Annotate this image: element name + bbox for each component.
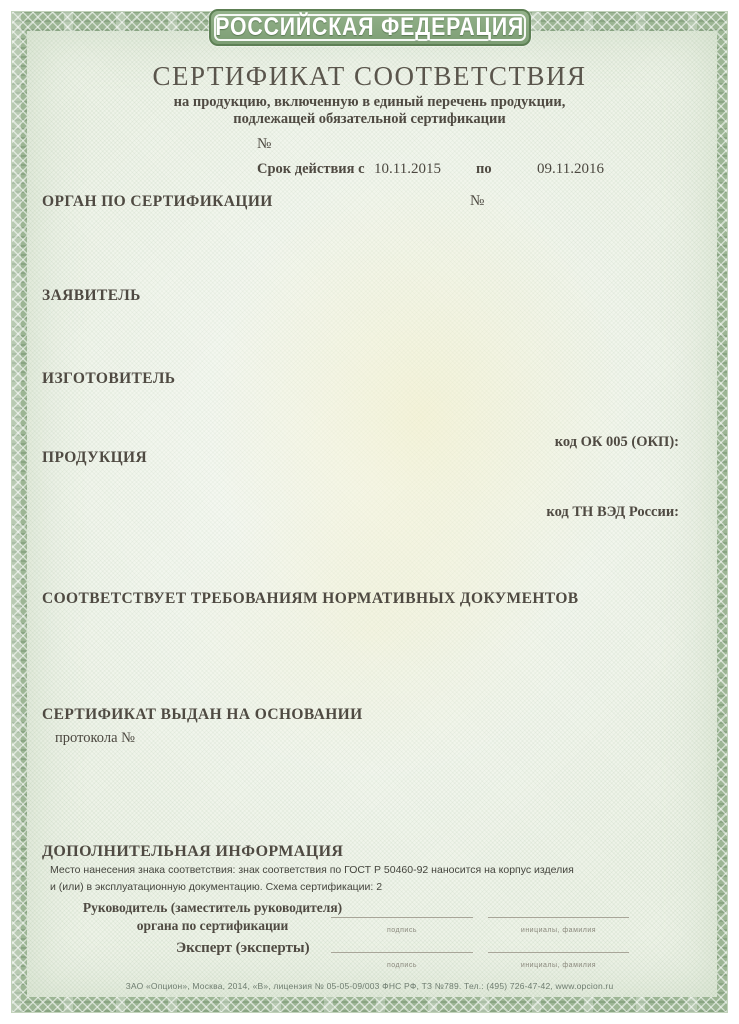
header-banner	[209, 9, 531, 46]
tnved-code-label: код ТН ВЭД России:	[546, 504, 679, 520]
certificate-number-label: №	[257, 136, 272, 152]
okp-code-label: код ОК 005 (ОКП):	[554, 434, 679, 450]
validity-label: Срок действия с	[257, 161, 365, 177]
validity-to-label: по	[476, 161, 492, 177]
certification-body-number-label: №	[470, 193, 485, 209]
expert-signature-line	[331, 952, 473, 972]
manufacturer-label: ИЗГОТОВИТЕЛЬ	[42, 370, 176, 387]
expert-initials-line	[488, 952, 629, 972]
protocol-label: протокола №	[55, 730, 135, 746]
head-signatory-label	[75, 899, 350, 935]
additional-info-label: ДОПОЛНИТЕЛЬНАЯ ИНФОРМАЦИЯ	[42, 843, 344, 860]
additional-info-text: Место нанесения знака соответствия: знак соответствия по ГОСТ Р 50460-92 наносится на корпус изделия и (или) в эксплуатационную документацию. Схема сертификации: 2	[50, 864, 574, 893]
product-label: ПРОДУКЦИЯ	[42, 449, 148, 466]
head-signature-line	[331, 917, 473, 937]
head-initials-caption: инициалы, фамилия	[520, 927, 597, 934]
certification-body-label: ОРГАН ПО СЕРТИФИКАЦИИ	[42, 193, 273, 210]
validity-from-date: 10.11.2015	[374, 161, 441, 177]
conformity-label: СООТВЕТСТВУЕТ ТРЕБОВАНИЯМ НОРМАТИВНЫХ ДОКУМЕНТОВ	[42, 590, 579, 607]
certificate-subtitle-line2: подлежащей обязательной сертификации	[233, 111, 506, 127]
issued-on-label: СЕРТИФИКАТ ВЫДАН НА ОСНОВАНИИ	[42, 706, 363, 723]
country-title: РОССИЙСКАЯ ФЕДЕРАЦИЯ	[215, 13, 524, 41]
head-signatory-line2: органа по сертификации	[136, 918, 289, 933]
validity-to-date: 09.11.2016	[537, 161, 604, 177]
expert-label: Эксперт (эксперты)	[176, 940, 310, 956]
certificate-title: СЕРТИФИКАТ СООТВЕТСТВИЯ	[152, 61, 587, 91]
head-signature-caption: подпись	[387, 927, 417, 934]
expert-signature-caption: подпись	[387, 962, 417, 969]
head-signatory-line1: Руководитель (заместитель руководителя)	[82, 900, 343, 915]
expert-initials-caption: инициалы, фамилия	[520, 962, 597, 969]
certificate-subtitle	[0, 94, 739, 128]
head-initials-line	[488, 917, 629, 937]
printer-imprint: ЗАО «Опцион», Москва, 2014, «В», лицензия № 05-05-09/003 ФНС РФ, ТЗ №789. Тел.: (495) 726-47-42, www.opcion.ru	[125, 981, 614, 991]
applicant-label: ЗАЯВИТЕЛЬ	[42, 287, 141, 304]
certificate-subtitle-line1: на продукцию, включенную в единый перечень продукции,	[173, 94, 566, 110]
